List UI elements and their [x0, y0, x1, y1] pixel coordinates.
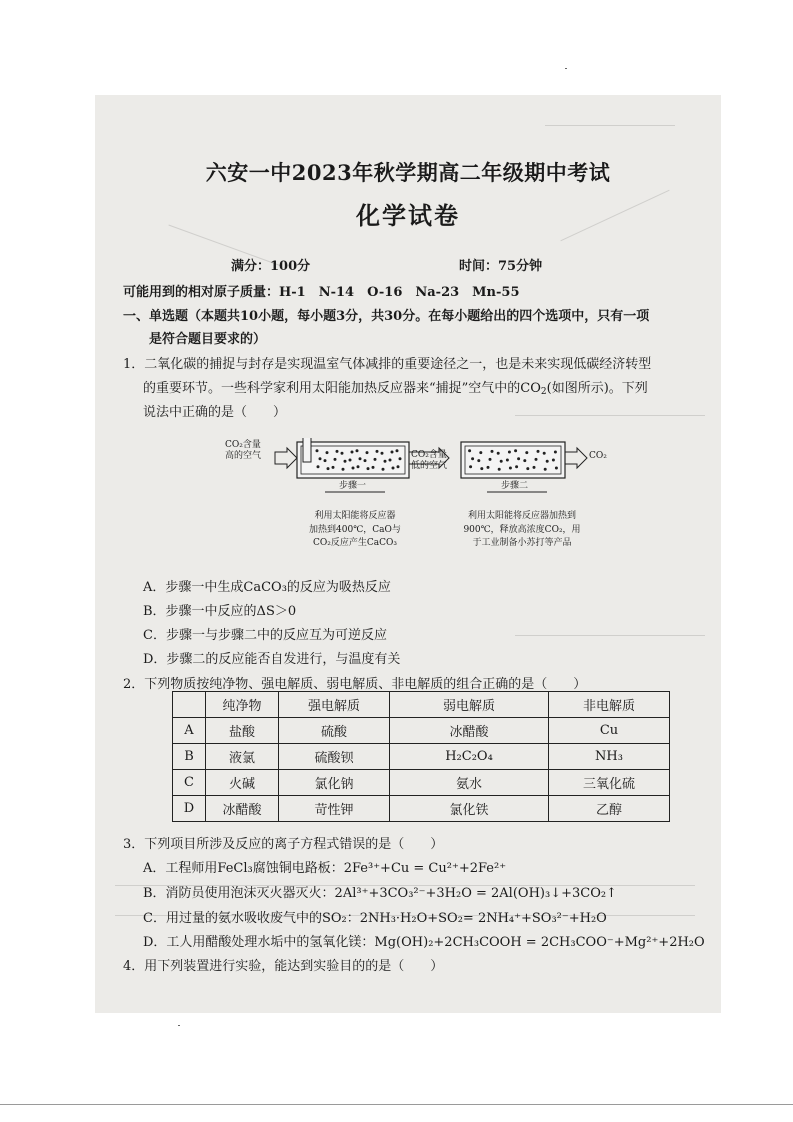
particle-dot: [523, 459, 526, 462]
particle-dot: [381, 452, 384, 455]
table-cell: 冰醋酸: [390, 718, 549, 744]
particle-dot: [497, 452, 500, 455]
table-cell: 液氯: [206, 744, 279, 770]
exam-title: 六安一中2023年秋学期高二年级期中考试: [205, 160, 611, 185]
atomic-masses: 可能用到的相对原子质量：H-1 N-14 O-16 Na-23 Mn-55: [123, 285, 520, 300]
particle-dot: [389, 459, 392, 462]
step-two-caption: [447, 510, 597, 551]
particle-dot: [344, 460, 347, 463]
q3-option-b: B．消防员使用泡沫灭火器灭火：2Al³⁺+3CO₃²⁻+3H₂O = 2Al(OH)₃↓+3CO₂↑: [143, 886, 617, 901]
particle-dot: [468, 449, 471, 452]
particle-dot: [396, 449, 399, 452]
table-cell: 硫酸钡: [279, 744, 390, 770]
table-cell: NH₃: [549, 744, 670, 770]
particle-dot: [543, 452, 546, 455]
inlet-label: [225, 440, 261, 463]
particle-dot: [364, 459, 367, 462]
table-row: [173, 796, 670, 822]
particle-dot: [555, 467, 558, 470]
particle-dot: [471, 457, 474, 460]
particle-dot: [506, 459, 509, 462]
outlet-arrow-icon: [565, 448, 587, 468]
inlet-arrow-icon: [275, 448, 297, 468]
scan-speck: [178, 1025, 180, 1026]
q4-stem: 4．用下列装置进行实验，能达到实验目的的是（ ）: [123, 959, 444, 974]
bleed-through-mark: [515, 635, 705, 636]
particle-dot: [334, 458, 337, 461]
particle-dot: [525, 451, 528, 454]
particle-dot: [526, 467, 529, 470]
q1-option-c: C．步骤一与步骤二中的反应互为可逆反应: [143, 628, 387, 643]
reactor-one: [297, 442, 409, 478]
particle-dot: [552, 459, 555, 462]
time-limit: 时间：75分钟: [459, 259, 543, 274]
particle-dot: [514, 449, 517, 452]
bleed-through-mark: [545, 125, 675, 126]
particle-dot: [533, 466, 536, 469]
step-two-caption-line: 利用太阳能将反应器加热到: [467, 511, 576, 521]
table-cell: B: [173, 744, 206, 770]
q3-stem: 3．下列项目所涉及反应的离子方程式错误的是（ ）: [123, 837, 444, 852]
particle-dot: [509, 467, 512, 470]
particle-dot: [367, 467, 370, 470]
particle-dot: [366, 451, 369, 454]
particle-dot: [357, 465, 360, 468]
section-heading: 一、单选题（本题共10小题，每小题3分，共30分。在每小题给出的四个选项中，只有一项: [123, 309, 650, 324]
table-row: [173, 744, 670, 770]
outlet-label: CO₂: [589, 451, 607, 461]
particle-dot: [356, 449, 359, 452]
step-one-label: 步骤一: [339, 481, 367, 491]
gas-inlet-tube: [303, 438, 311, 462]
particle-dot: [517, 457, 520, 460]
q1-stem-line2: 的重要环节。一些科学家利用太阳能加热反应器来“捕捉”空气中的$CO_2$(如图所示)。下列: [143, 381, 648, 397]
q1-option-a: A．步骤一中生成CaCO₃的反应为吸热反应: [143, 580, 391, 595]
particle-dot: [491, 450, 494, 453]
table-header-cell: 纯净物: [206, 692, 279, 718]
table-cell: D: [173, 796, 206, 822]
particle-dot: [469, 465, 472, 468]
particle-dot: [500, 460, 503, 463]
table-cell: 氯化铁: [390, 796, 549, 822]
particle-dot: [544, 468, 547, 471]
particle-dot: [399, 457, 402, 460]
particle-dot: [535, 458, 538, 461]
step-one-caption-line: 加热到400℃，CaO与: [309, 524, 401, 535]
particle-dot: [537, 450, 540, 453]
particle-dot: [546, 460, 549, 463]
q1-stem-line3: 说法中正确的是（ ）: [143, 405, 287, 420]
particle-dot: [352, 467, 355, 470]
page-bottom-rule: [0, 1104, 793, 1105]
particle-dot: [374, 458, 377, 461]
q3-option-a: A．工程师用FeCl₃腐蚀铜电路板：2Fe³⁺+Cu = Cu²⁺+2Fe²⁺: [143, 861, 507, 876]
reactor-two: [461, 442, 565, 478]
particle-dot: [324, 459, 327, 462]
table-header-cell: [173, 692, 206, 718]
particle-dot: [327, 467, 330, 470]
step-two-caption-line: 900℃，释放高浓度CO₂，用: [463, 524, 581, 535]
table-cell: 盐酸: [206, 718, 279, 744]
table-cell: 硫酸: [279, 718, 390, 744]
step-one-caption-line: CO₂反应产生CaCO₃: [313, 538, 397, 548]
exam-subtitle: 化学试卷: [356, 201, 460, 230]
particle-dot: [336, 450, 339, 453]
table-cell: 苛性钾: [279, 796, 390, 822]
mid-label: [411, 450, 447, 473]
scan-speck: [565, 68, 567, 69]
table-cell: 氨水: [390, 770, 549, 796]
table-cell: 冰醋酸: [206, 796, 279, 822]
q1-option-b: B．步骤一中反应的ΔS＞0: [143, 604, 297, 619]
particle-dot: [326, 451, 329, 454]
particle-dot: [382, 468, 385, 471]
particle-dot: [351, 451, 354, 454]
particle-dot: [317, 465, 320, 468]
q2-options-table: [172, 691, 670, 822]
particle-dot: [489, 458, 492, 461]
table-cell: 三氧化硫: [549, 770, 670, 796]
particle-dot: [332, 466, 335, 469]
particle-dot: [508, 451, 511, 454]
step-two-label: 步骤二: [501, 481, 529, 491]
particle-dot: [397, 465, 400, 468]
particle-dot: [479, 451, 482, 454]
step-one-caption-line: 利用太阳能将反应器: [314, 511, 396, 521]
particle-dot: [498, 468, 501, 471]
table-cell: 火碱: [206, 770, 279, 796]
mid-label-line2: 低的空气: [411, 461, 448, 472]
section-heading-cont: 是符合题目要求的）: [149, 332, 267, 347]
particle-dot: [391, 451, 394, 454]
bleed-through-mark: [515, 415, 705, 416]
table-header-cell: 强电解质: [279, 692, 390, 718]
particle-dot: [392, 467, 395, 470]
particle-dot: [477, 459, 480, 462]
full-score: 满分：100分: [231, 259, 311, 274]
inlet-label-line2: 高的空气: [225, 451, 262, 462]
table-cell: 氯化钠: [279, 770, 390, 796]
particle-dot: [480, 467, 483, 470]
particle-dot: [372, 466, 375, 469]
particle-dot: [554, 451, 557, 454]
q3-option-c: C．用过量的氨水吸收废气中的SO₂：2NH₃·H₂O+SO₂= 2NH₄⁺+SO₃²⁻+H₂O: [143, 911, 607, 926]
table-cell: C: [173, 770, 206, 796]
mid-label-line1: CO₂含量: [411, 450, 447, 460]
table-cell: A: [173, 718, 206, 744]
table-cell: Cu: [549, 718, 670, 744]
particle-dot: [384, 460, 387, 463]
exam-paper: [95, 95, 721, 1013]
particle-dot: [342, 468, 345, 471]
q3-option-d: D．工人用醋酸处理水垢中的氢氧化镁：Mg(OH)₂+2CH₃COOH = 2CH₃COO⁻+Mg²⁺+2H₂O: [143, 935, 705, 950]
q2-stem: 2．下列物质按纯净物、强电解质、弱电解质、非电解质的组合正确的是（ ）: [123, 677, 587, 692]
inlet-label-line1: CO₂含量: [225, 440, 261, 450]
particle-dot: [359, 457, 362, 460]
q1-option-d: D．步骤二的反应能否自发进行，与温度有关: [143, 652, 401, 667]
table-header-row: [173, 692, 670, 718]
particle-dot: [316, 449, 319, 452]
step-two-caption-line: 于工业制备小苏打等产品: [472, 538, 572, 548]
q1-stem-text: 的重要环节。一些科学家利用太阳能加热反应器来“捕捉”空气中的CO: [143, 381, 541, 396]
table-row: [173, 770, 670, 796]
particle-dot: [487, 466, 490, 469]
table-header-cell: 非电解质: [549, 692, 670, 718]
particle-dot: [319, 457, 322, 460]
table-header-cell: 弱电解质: [390, 692, 549, 718]
q1-stem-text-cont: (如图所示)。下列: [546, 381, 648, 396]
table-row: [173, 718, 670, 744]
q1-stem-line1: 1．二氧化碳的捕捉与封存是实现温室气体减排的重要途径之一，也是未来实现低碳经济转型: [123, 357, 652, 372]
particle-dot: [341, 452, 344, 455]
particle-dot: [376, 450, 379, 453]
step-one-caption: [285, 510, 425, 551]
particle-dot: [515, 465, 518, 468]
table-cell: 乙醇: [549, 796, 670, 822]
table-cell: H₂C₂O₄: [390, 744, 549, 770]
co2-capture-figure: [225, 438, 605, 558]
particle-dot: [349, 459, 352, 462]
